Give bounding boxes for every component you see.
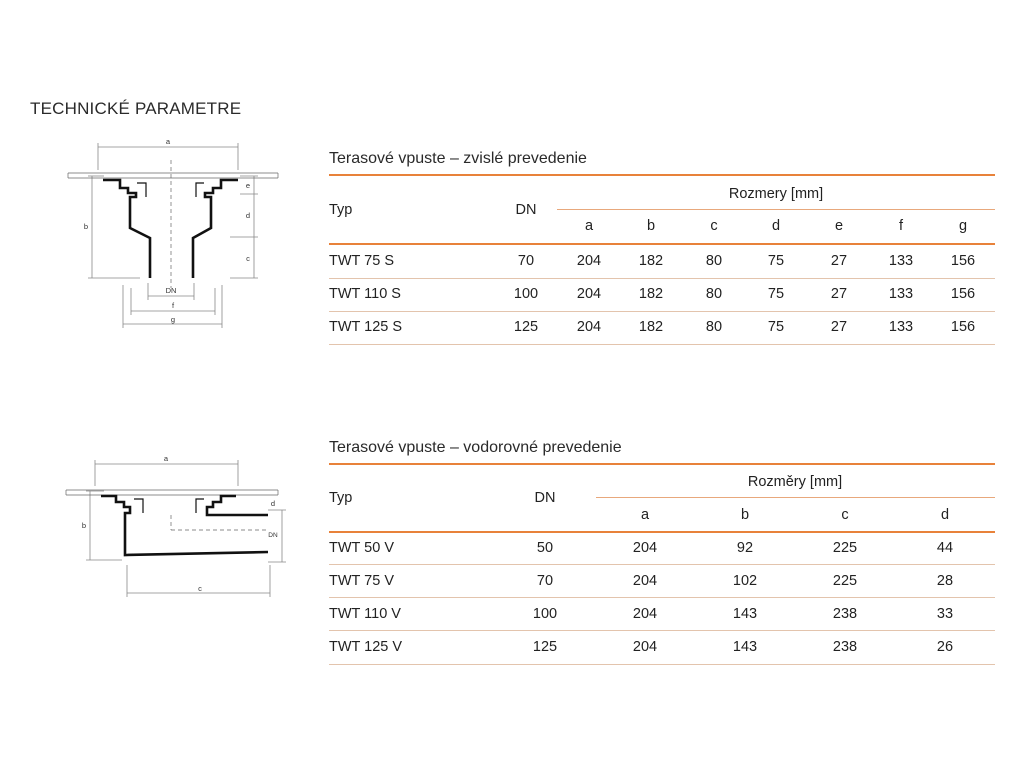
dim-label-a: a xyxy=(163,454,169,463)
dimension-lines xyxy=(86,460,286,597)
table-cell: TWT 125 V xyxy=(329,639,403,655)
table-cell: 133 xyxy=(888,286,914,302)
table-cell: 27 xyxy=(830,319,848,335)
table-cell: 133 xyxy=(888,319,914,335)
dim-label-b: b xyxy=(81,521,87,530)
table-cell: 44 xyxy=(936,540,954,556)
table-vertical-col-header: a xyxy=(584,218,594,234)
table-vertical-title: Terasové vpuste – zvislé prevedenie xyxy=(329,150,587,167)
dim-label-e: e xyxy=(245,181,251,190)
row-divider xyxy=(329,278,995,279)
table-cell: 125 xyxy=(532,639,558,655)
table-cell: 225 xyxy=(832,573,858,589)
table-cell: 75 xyxy=(767,253,785,269)
table-cell: 204 xyxy=(576,286,602,302)
table-cell: 70 xyxy=(517,253,535,269)
table-cell: 100 xyxy=(532,606,558,622)
table-cell: 92 xyxy=(736,540,754,556)
table-horizontal-col-header: a xyxy=(640,507,650,523)
table-vertical-typ-header: Typ xyxy=(329,202,353,218)
table-vertical-col-header: e xyxy=(834,218,844,234)
table-cell: 204 xyxy=(632,573,658,589)
table-cell: 156 xyxy=(950,253,976,269)
table-horizontal-typ-header: Typ xyxy=(329,490,353,506)
inner-sleeve xyxy=(137,183,204,197)
table-cell: 80 xyxy=(705,286,723,302)
table-cell: 182 xyxy=(638,319,664,335)
table-horizontal-top-rule xyxy=(329,463,995,465)
dim-label-b: b xyxy=(83,222,89,231)
table-cell: 143 xyxy=(732,606,758,622)
table-cell: 28 xyxy=(936,573,954,589)
table-cell: 156 xyxy=(950,319,976,335)
table-vertical-col-header: f xyxy=(898,218,904,234)
table-cell: TWT 75 S xyxy=(329,253,394,269)
table-cell: 26 xyxy=(936,639,954,655)
table-cell: 75 xyxy=(767,319,785,335)
row-divider xyxy=(329,344,995,345)
row-divider xyxy=(329,564,995,565)
table-cell: 156 xyxy=(950,286,976,302)
table-cell: 125 xyxy=(513,319,539,335)
table-cell: 204 xyxy=(632,540,658,556)
table-horizontal-group-rule xyxy=(596,497,995,498)
table-cell: 225 xyxy=(832,540,858,556)
table-vertical-col-header: g xyxy=(958,218,968,234)
table-vertical-col-header: d xyxy=(771,218,781,234)
table-cell: 204 xyxy=(576,319,602,335)
table-horizontal-dn-header: DN xyxy=(534,490,556,506)
table-cell: 102 xyxy=(732,573,758,589)
table-horizontal-header-rule xyxy=(329,531,995,533)
table-vertical-dn-header: DN xyxy=(515,202,537,218)
table-cell: 100 xyxy=(513,286,539,302)
horizontal-drain-diagram xyxy=(60,450,290,602)
table-cell: TWT 110 S xyxy=(329,286,401,302)
row-divider xyxy=(329,630,995,631)
table-cell: TWT 50 V xyxy=(329,540,394,556)
table-vertical-group-rule xyxy=(557,209,995,210)
dim-label-d: d xyxy=(245,211,251,220)
flange-plate xyxy=(68,160,278,288)
table-cell: 27 xyxy=(830,253,848,269)
table-vertical-col-header: b xyxy=(646,218,656,234)
table-horizontal-group-header: Rozměry [mm] xyxy=(747,474,843,490)
table-horizontal-col-header: b xyxy=(740,507,750,523)
table-cell: 204 xyxy=(632,639,658,655)
row-divider xyxy=(329,664,995,665)
vertical-drain-diagram xyxy=(60,135,290,335)
table-cell: 204 xyxy=(632,606,658,622)
dim-label-a: a xyxy=(165,137,171,146)
table-cell: 238 xyxy=(832,606,858,622)
inner-sleeve xyxy=(134,499,204,513)
table-cell: 80 xyxy=(705,319,723,335)
dim-label-dn: DN xyxy=(268,532,278,539)
table-cell: 204 xyxy=(576,253,602,269)
table-cell: 182 xyxy=(638,253,664,269)
table-cell: 80 xyxy=(705,253,723,269)
dim-label-c: c xyxy=(246,254,250,263)
table-cell: TWT 75 V xyxy=(329,573,394,589)
table-cell: 133 xyxy=(888,253,914,269)
table-cell: TWT 125 S xyxy=(329,319,403,335)
table-cell: 143 xyxy=(732,639,758,655)
table-cell: 50 xyxy=(536,540,554,556)
table-vertical-col-header: c xyxy=(710,218,718,234)
table-cell: 70 xyxy=(536,573,554,589)
table-cell: 238 xyxy=(832,639,858,655)
flange-plate xyxy=(66,490,278,530)
table-horizontal-title: Terasové vpuste – vodorovné prevedenie xyxy=(329,439,622,456)
dim-label-f: f xyxy=(171,301,175,310)
table-cell: 27 xyxy=(830,286,848,302)
table-vertical-top-rule xyxy=(329,174,995,176)
drain-body-outline xyxy=(101,496,268,555)
dim-label-dn: DN xyxy=(165,286,177,295)
dim-label-g: g xyxy=(170,315,176,324)
page-heading: TECHNICKÉ PARAMETRE xyxy=(30,99,242,118)
table-cell: 75 xyxy=(767,286,785,302)
drain-body-outline xyxy=(103,180,238,278)
dim-label-c: c xyxy=(198,584,202,593)
table-horizontal-col-header: d xyxy=(940,507,950,523)
dim-label-d: d xyxy=(270,499,276,508)
table-horizontal-col-header: c xyxy=(841,507,849,523)
row-divider xyxy=(329,311,995,312)
table-cell: TWT 110 V xyxy=(329,606,401,622)
table-vertical-header-rule xyxy=(329,243,995,245)
table-cell: 182 xyxy=(638,286,664,302)
row-divider xyxy=(329,597,995,598)
table-vertical-group-header: Rozmery [mm] xyxy=(728,186,824,202)
table-cell: 33 xyxy=(936,606,954,622)
